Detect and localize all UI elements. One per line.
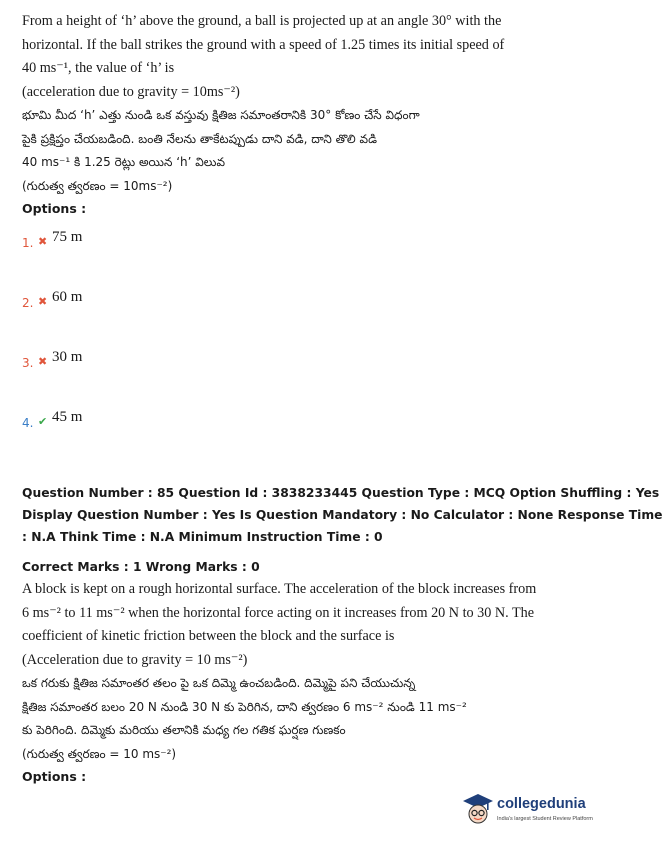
question-1-line: From a height of ‘h’ above the ground, a ball is projected up at an angle 30° with the <box>22 13 502 29</box>
question-1-line: 40 ms⁻¹, the value of ‘h’ is <box>22 60 175 76</box>
question-1-telugu-line: (గురుత్వ త్వరణం = 10ms⁻²) <box>22 178 173 193</box>
question-1-text <box>22 10 577 198</box>
option-number: 1. <box>22 236 34 250</box>
cross-icon: ✖ <box>38 235 48 248</box>
collegedunia-logo[interactable] <box>462 790 593 830</box>
cross-icon: ✖ <box>38 355 48 368</box>
question-1-line: horizontal. If the ball strikes the ground with a speed of 1.25 times its initial speed of <box>22 36 505 53</box>
question-2-line: 6 ms⁻² to 11 ms⁻² when the horizontal force acting on it increases from 20 N to 30 N. The <box>22 604 535 621</box>
question-2-telugu-line: (గురుత్వ త్వరణం = 10 ms⁻²) <box>22 746 177 761</box>
options-list <box>22 226 577 466</box>
option-number: 4. <box>22 416 34 430</box>
option-number: 2. <box>22 296 34 310</box>
question-2-telugu-line: కు పెరిగింది. దిమ్మెకు మరియు తలానికి మధ్య గల గతిక ఘర్షణ గుణకం <box>22 723 346 737</box>
question-2-line: (Acceleration due to gravity = 10 ms⁻²) <box>22 651 248 668</box>
graduate-icon <box>462 792 494 826</box>
question-meta <box>22 482 663 578</box>
options-heading-2: Options : <box>22 769 87 784</box>
option-item[interactable] <box>22 406 577 466</box>
question-1-telugu-line: భూమి మీద ‘h’ ఎత్తు నుండి ఒక వస్తువు క్షితిజ సమాంతరానికి 30° కోణం చేసే విధంగా <box>22 108 420 122</box>
question-2-text <box>22 578 577 766</box>
option-item[interactable] <box>22 286 577 346</box>
meta-line: Display Question Number : Yes Is Question Mandatory : No Calculator : None Response Time <box>22 508 663 522</box>
question-2-line: coefficient of kinetic friction between the block and the surface is <box>22 628 395 644</box>
marks-line: Correct Marks : 1 Wrong Marks : 0 <box>22 560 260 574</box>
option-value: 45 m <box>52 409 83 425</box>
question-1-telugu-line: 40 ms⁻¹ కి 1.25 రెట్లు అయిన ‘h’ విలువ <box>22 155 225 169</box>
question-2-telugu-line: క్షితిజ సమాంతర బలం 20 N నుండి 30 N కు పెరిగిన, దాని త్వరణం 6 ms⁻² నుండి 11 ms⁻² <box>22 699 467 714</box>
check-icon: ✔ <box>38 415 48 428</box>
question-1-line: (acceleration due to gravity = 10ms⁻²) <box>22 83 240 100</box>
logo-tagline: India's largest Student Review Platform <box>497 816 593 822</box>
question-1-telugu-line: పైకి ప్రక్షిప్తం చేయబడింది. బంతి నేలను తాకేటప్పుడు దాని వడి, దాని తొలి వడి <box>22 131 377 146</box>
question-2-line: A block is kept on a rough horizontal surface. The acceleration of the block increases from <box>22 581 537 597</box>
options-heading: Options : <box>22 201 87 216</box>
logo-name: collegedunia <box>497 796 586 812</box>
meta-line: Question Number : 85 Question Id : 3838233445 Question Type : MCQ Option Shuffling : Yes <box>22 486 660 500</box>
option-number: 3. <box>22 356 34 370</box>
option-value: 75 m <box>52 229 83 245</box>
cross-icon: ✖ <box>38 295 48 308</box>
option-value: 30 m <box>52 349 83 365</box>
option-item[interactable] <box>22 346 577 406</box>
meta-line: : N.A Think Time : N.A Minimum Instruction Time : 0 <box>22 530 383 544</box>
option-item[interactable] <box>22 226 577 286</box>
option-value: 60 m <box>52 289 83 305</box>
question-2-telugu-line: ఒక గరుకు క్షితిజ సమాంతర తలం పై ఒక దిమ్మె ఉంచబడింది. దిమ్మెపై పని చేయుచున్న <box>22 676 416 690</box>
